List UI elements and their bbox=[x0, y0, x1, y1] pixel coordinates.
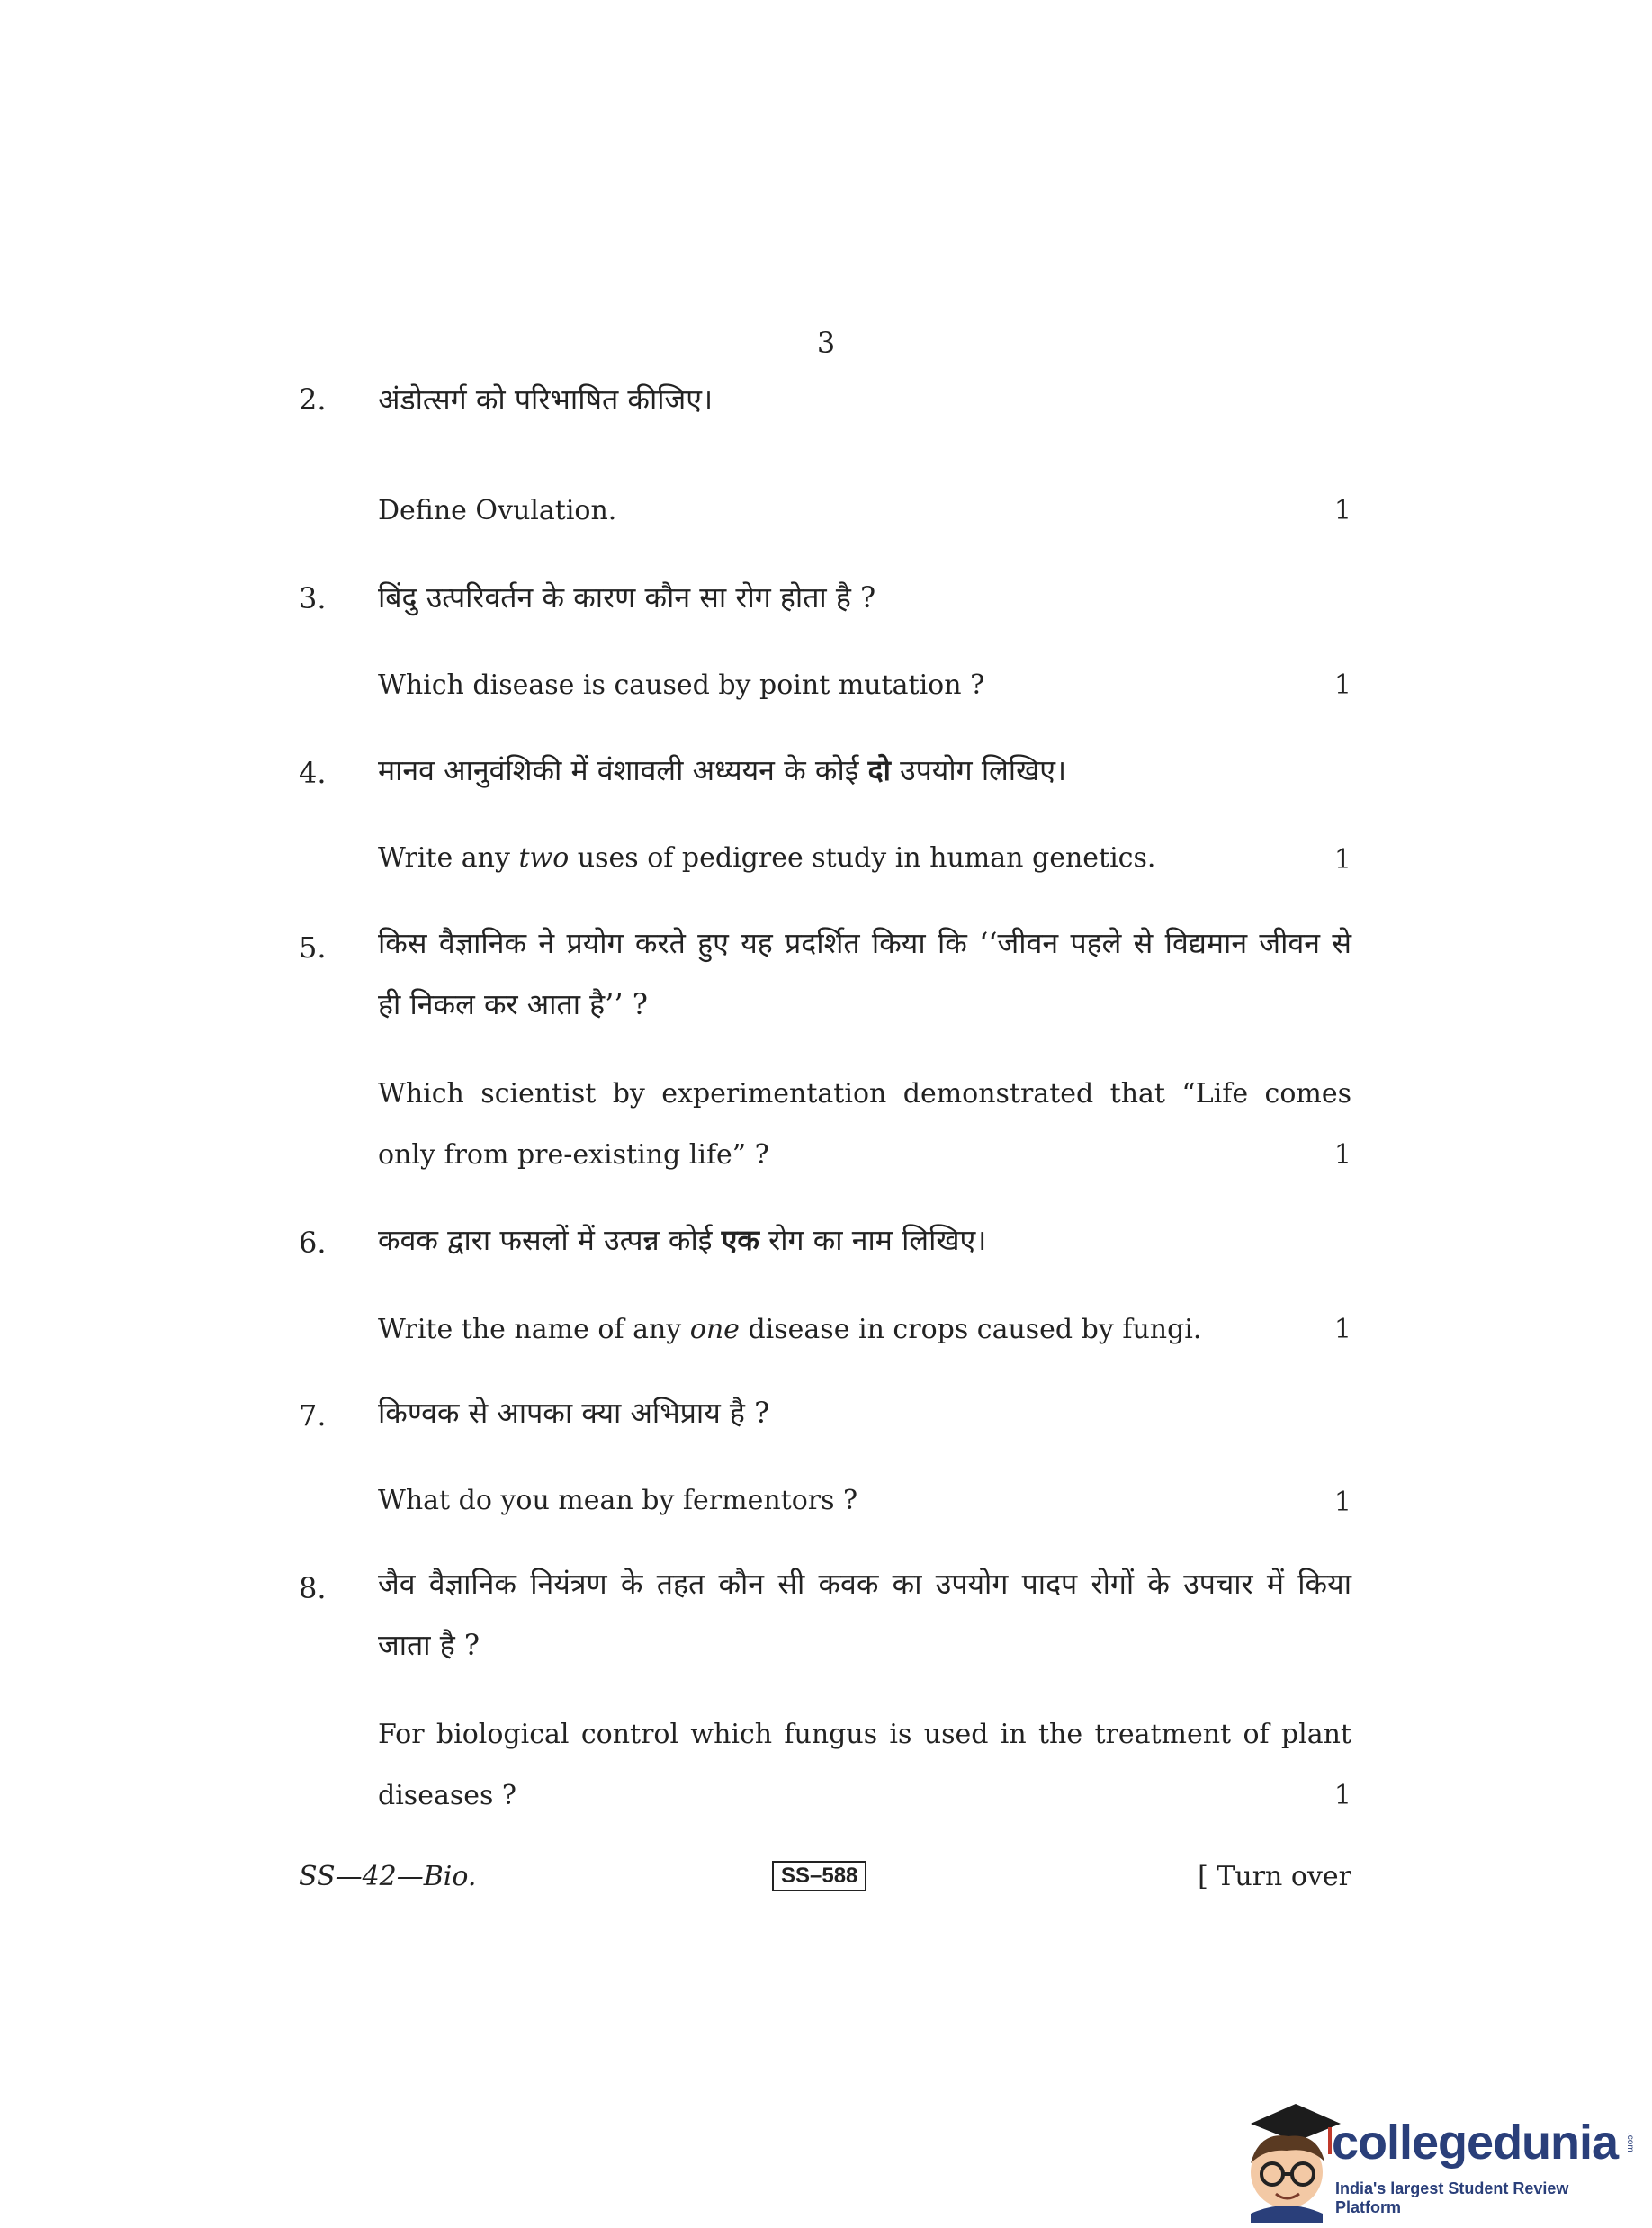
footer-turn-over: [ Turn over bbox=[1198, 1861, 1351, 1892]
question-english-line2: only from pre-existing life” ? bbox=[378, 1139, 769, 1171]
question-marks: 1 bbox=[1333, 1487, 1351, 1518]
question-number: 6. bbox=[299, 1226, 327, 1260]
question-english: Write any two uses of pedigree study in human genetics. bbox=[378, 842, 1156, 874]
question-hindi: कवक द्वारा फसलों में उत्पन्न कोई एक रोग का नाम लिखिए। bbox=[378, 1223, 987, 1257]
question-hindi-line2: जाता है ? bbox=[378, 1628, 480, 1662]
question-hindi-line1: जैव वैज्ञानिक नियंत्रण के तहत कौन सी कवक का उपयोग पादप रोगों के उपचार में किया bbox=[378, 1567, 1351, 1601]
question-english: Write the name of any one disease in crops caused by fungi. bbox=[378, 1314, 1202, 1345]
question-hindi: किण्वक से आपका क्या अभिप्राय है ? bbox=[378, 1396, 770, 1430]
question-english-line1: Which scientist by experimentation demonstrated that “Life comes bbox=[378, 1078, 1351, 1110]
question-number: 3. bbox=[299, 581, 327, 615]
question-marks: 1 bbox=[1333, 669, 1351, 701]
question-english: Define Ovulation. bbox=[378, 495, 617, 526]
brand-tagline: India's largest Student Review Platform bbox=[1335, 2179, 1569, 2216]
question-hindi-line2: ही निकल कर आता है’’ ? bbox=[378, 987, 648, 1021]
question-english-line2: diseases ? bbox=[378, 1780, 516, 1811]
question-english-line1: For biological control which fungus is used in the treatment of plant bbox=[378, 1719, 1351, 1750]
brand-domain: .com bbox=[1625, 2133, 1635, 2152]
question-hindi: बिंदु उत्परिवर्तन के कारण कौन सा रोग होता है ? bbox=[378, 580, 876, 615]
question-number: 5. bbox=[299, 930, 327, 965]
question-marks: 1 bbox=[1333, 495, 1351, 526]
footer-paper-code: SS–588 bbox=[772, 1861, 866, 1891]
brand-name: collegedunia bbox=[1332, 2116, 1619, 2170]
question-english: Which disease is caused by point mutation ? bbox=[378, 669, 985, 701]
question-number: 8. bbox=[299, 1571, 327, 1605]
question-number: 4. bbox=[299, 756, 327, 790]
question-marks: 1 bbox=[1333, 844, 1351, 876]
question-number: 7. bbox=[299, 1398, 327, 1433]
footer-paper-id: SS—42—Bio. bbox=[299, 1861, 477, 1892]
question-marks: 1 bbox=[1333, 1139, 1351, 1171]
student-mascot-icon bbox=[1224, 2097, 1341, 2223]
question-number: 2. bbox=[299, 382, 327, 417]
question-hindi-line1: किस वैज्ञानिक ने प्रयोग करते हुए यह प्रदर्शित किया कि ‘‘जीवन पहले से विद्यमान जीवन से bbox=[378, 926, 1351, 960]
page-number: 3 bbox=[816, 326, 836, 360]
question-marks: 1 bbox=[1333, 1780, 1351, 1811]
question-hindi: अंडोत्सर्ग को परिभाषित कीजिए। bbox=[378, 382, 714, 417]
question-hindi: मानव आनुवंशिकी में वंशावली अध्ययन के कोई दो उपयोग लिखिए। bbox=[378, 753, 1067, 787]
collegedunia-watermark bbox=[1224, 2097, 1638, 2223]
question-marks: 1 bbox=[1333, 1314, 1351, 1345]
question-english: What do you mean by fermentors ? bbox=[378, 1485, 858, 1516]
